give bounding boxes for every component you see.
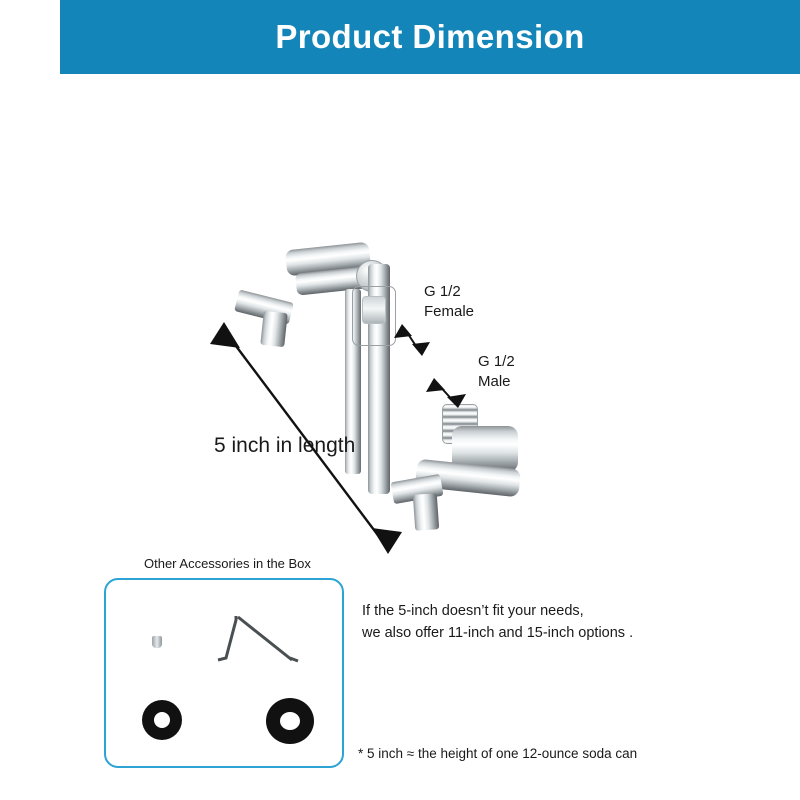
size-options-note-line2: we also offer 11-inch and 15-inch options . <box>362 625 634 642</box>
footnote: * 5 inch ≈ the height of one 12-ounce soda can <box>358 746 638 761</box>
washer-small-hole <box>154 712 170 728</box>
female-callout-arrow-icon <box>392 324 434 356</box>
accessories-box <box>104 578 344 768</box>
callout-female-line2: Female <box>424 303 475 321</box>
washer-large-hole <box>280 712 300 730</box>
callout-male-line2: Male <box>478 373 511 391</box>
male-callout-arrow-icon <box>424 376 470 410</box>
allen-key-icon <box>214 614 300 666</box>
callout-male-line1: G 1/2 <box>478 353 515 370</box>
accessories-caption: Other Accessories in the Box <box>144 556 311 571</box>
screw-icon <box>152 636 162 648</box>
page-title: Product Dimension <box>275 18 585 55</box>
size-options-note <box>362 600 633 645</box>
callout-male <box>478 352 515 393</box>
size-options-note-line1: If the 5-inch doesn’t fit your needs, <box>362 603 584 619</box>
product-illustration <box>0 74 800 544</box>
length-label: 5 inch in length <box>214 434 356 457</box>
callout-female-line1: G 1/2 <box>424 283 461 300</box>
callout-female <box>424 282 474 323</box>
header-banner <box>60 0 800 74</box>
